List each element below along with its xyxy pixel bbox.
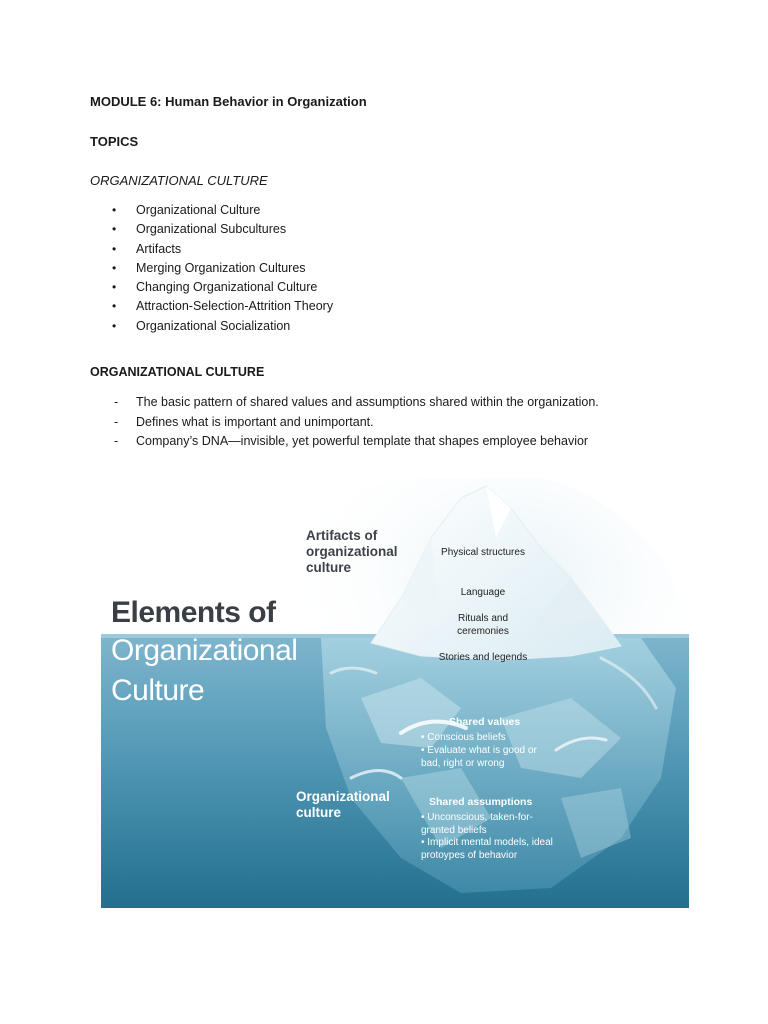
list-item-label: Organizational Culture (136, 203, 261, 217)
list-item-label: Merging Organization Cultures (136, 260, 306, 275)
list-item-label: Changing Organizational Culture (136, 280, 318, 295)
list-item-label: Organizational Socialization (136, 318, 291, 333)
list-item (90, 413, 599, 433)
shared-values-item: • Conscious beliefs (421, 732, 506, 743)
list-item-label: Artifacts (136, 241, 182, 256)
artifact-item: Physical structures (441, 547, 525, 558)
list-item-label: Company’s DNA—invisible, yet powerful template that shapes employee behavior (136, 434, 589, 448)
shared-assumptions-heading: Shared assumptions (429, 796, 533, 808)
list-item-label: Attraction-Selection-Attrition Theory (136, 299, 334, 314)
artifact-item: Stories and legends (438, 652, 528, 663)
dash-icon: - (114, 395, 119, 409)
topics-subheading: ORGANIZATIONAL CULTURE (90, 173, 268, 188)
dash-icon: - (114, 434, 119, 448)
list-item (90, 432, 599, 452)
list-item (90, 297, 333, 316)
list-item (90, 317, 333, 336)
shared-values-item: • Evaluate what is good or bad, right or wrong (421, 745, 537, 769)
dash-icon: - (114, 414, 119, 429)
list-item-label: Organizational Subcultures (136, 222, 287, 237)
definition-list (90, 393, 599, 452)
list-item (90, 393, 599, 413)
module-title: MODULE 6: Human Behavior in Organization (90, 94, 367, 109)
list-item (90, 220, 333, 239)
list-item-label: The basic pattern of shared values and assumptions shared within the organization. (136, 395, 599, 409)
list-item (90, 240, 333, 259)
section-heading: ORGANIZATIONAL CULTURE (90, 365, 265, 379)
bullet-icon: • (112, 280, 117, 295)
shared-values-heading: Shared values (449, 716, 521, 728)
artifacts-label: Artifacts of organizational culture (306, 528, 398, 575)
topics-heading: TOPICS (90, 134, 139, 149)
artifact-item: Language (460, 587, 506, 598)
list-item (90, 278, 333, 297)
shared-assumptions-item: • Implicit mental models, ideal protoypes of behavior (421, 837, 553, 861)
bullet-icon: • (112, 203, 117, 217)
artifact-item: Rituals and ceremonies (457, 613, 509, 637)
iceberg-figure (101, 478, 689, 908)
bullet-icon: • (112, 318, 117, 333)
figure-title-line2: Organizational (111, 634, 298, 667)
list-item (90, 259, 333, 278)
shared-assumptions-item: • Unconscious, taken-for-granted beliefs (421, 812, 533, 836)
topics-list (90, 201, 333, 336)
bullet-icon: • (112, 260, 117, 275)
bullet-icon: • (112, 241, 117, 256)
list-item-label: Defines what is important and unimportant. (136, 414, 374, 429)
bullet-icon: • (112, 299, 117, 314)
organizational-culture-label: Organizational culture (296, 789, 390, 820)
bullet-icon: • (112, 222, 117, 237)
figure-title-line1: Elements of (111, 596, 276, 629)
figure-title-line3: Culture (111, 674, 205, 707)
list-item (90, 201, 333, 220)
